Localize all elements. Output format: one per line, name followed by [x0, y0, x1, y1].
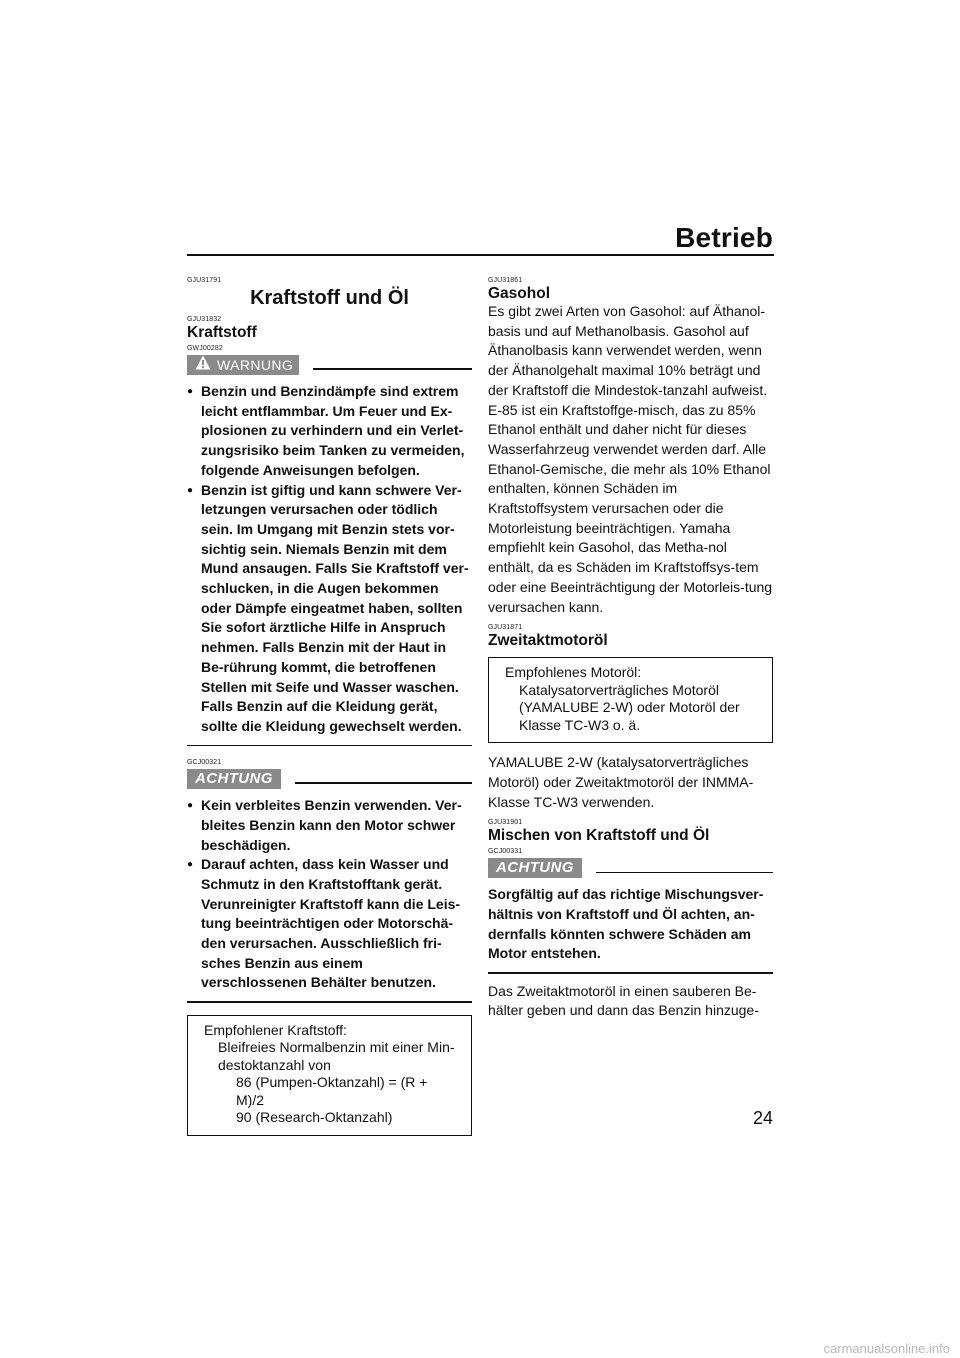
page-number: 24 — [752, 1108, 773, 1128]
warning-label: WARNUNG — [217, 357, 294, 373]
watermark: carmanualsonline.info — [823, 1341, 950, 1356]
list-item: ● Darauf achten, dass kein Wasser und Schmutz in den Kraftstofftank gerät. Verunreinigter Kraftstoff kann die Leis-tung beeinträchtigen oder Motorschä-den verursachen. Ausschließlich fri-sches Benzin aus einem verschlossenen Behälter benutzen. — [187, 855, 472, 993]
list-item: ● Benzin ist giftig und kann schwere Ver-letzungen verursachen oder tödlich sein. Im Umgang mit Benzin stets vor-sichtig sein. Niemals Benzin mit dem Mund ansaugen. Falls Sie Kraftstoff ver-schlucken, in die Augen bekommen oder Dämpfe eingeatmet haben, sollten Sie sofort ärztliche Hilfe in Anspruch nehmen. Falls Benzin mit der Haut in Be-rührung kommt, die betroffenen Stellen mit Seife und Wasser waschen. Falls Benzin auf die Kleidung gerät, sollte die Kleidung gewechselt werden. — [187, 481, 472, 737]
subsection-code: GJU31832 — [187, 316, 222, 323]
gasohol-paragraph: Es gibt zwei Arten von Gasohol: auf Äthanol-basis und auf Methanolbasis. Gasohol auf Äthanolbasis kann verwendet werden, wenn der Äthanolgehalt maximal 10% beträgt und der Kraftstoff die Mindestok-tanzahl aufweist. E-85 ist ein Kraftstoffge-misch, das zu 85% Ethanol enthält und daher nicht für dieses Wasserfahrzeug verwendet werden darf. Alle Ethanol-Gemische, die mehr als 10% Ethanol enthalten, können Schäden im Kraftstoffsystem verursachen oder die Motorleistung beeinträchtigen. Yamaha empfiehlt kein Gasohol, das Metha-nol enthält, da es Schäden im Kraftstoffsys-tem oder eine Beeinträchtigung der Motorleis-tung verursachen kann. — [488, 303, 773, 615]
mix-caution-text: Sorgfältig auf das richtige Mischungsver-hältnis von Kraftstoff und Öl achten, an-dernfalls könnten schwere Schäden am Motor entstehen. — [488, 886, 764, 962]
header-rule — [187, 254, 774, 256]
caution-header — [187, 768, 472, 790]
warning-header-rule — [313, 368, 472, 370]
oil-paragraph: YAMALUBE 2-W (katalysatorverträgliches Motoröl) oder Zweitaktmotoröl der INMMA-Klasse TC-W3 verwenden. — [488, 754, 754, 810]
mix-caution-header — [488, 857, 773, 879]
mix-caution-code: GCJ00331 — [488, 848, 523, 856]
warning-header — [187, 354, 472, 376]
mix-caution-header-rule — [596, 872, 773, 874]
subsection-title-oil: Zweitaktmotoröl — [488, 632, 608, 650]
mix-code: GJU31901 — [488, 819, 523, 827]
page-header-title: Betrieb — [675, 222, 773, 253]
fuel-box-line: Bleifreies Normalbenzin mit einer Min-destoktanzahl von — [218, 1039, 455, 1073]
left-column — [187, 276, 472, 1136]
warning-end-rule — [187, 745, 472, 747]
mix-caution-badge: ACHTUNG — [488, 858, 582, 878]
mix-caution-end-rule — [488, 972, 773, 974]
warning-code: GWJ00282 — [187, 345, 223, 352]
warning-list — [187, 382, 472, 737]
fuel-box-heading: Empfohlener Kraftstoff: — [204, 1021, 347, 1038]
right-column — [488, 276, 773, 1021]
subsection-title-gasohol: Gasohol — [488, 285, 551, 302]
gasohol-code: GJU31861 — [488, 277, 523, 284]
fuel-box-line: 90 (Research-Oktanzahl) — [236, 1109, 393, 1126]
caution-header-rule — [295, 782, 472, 784]
list-item: ● Benzin und Benzindämpfe sind extrem leicht entflammbar. Um Feuer und Ex-plosionen zu verhindern und ein Verlet-zungsrisiko beim Tanken zu vermeiden, folgende Anweisungen befolgen. — [187, 382, 472, 481]
warning-triangle-icon — [195, 355, 211, 375]
caution-end-rule — [187, 1001, 472, 1003]
oil-code: GJU31871 — [488, 624, 523, 632]
section-title: Kraftstoff und Öl — [250, 287, 409, 309]
caution-badge: ACHTUNG — [187, 769, 281, 789]
oil-box-line: Katalysatorverträgliches Motoröl (YAMALUBE 2-W) oder Motoröl der Klasse TC-W3 o. ä. — [519, 681, 740, 733]
subsection-title-kraftstoff: Kraftstoff — [187, 324, 257, 341]
fuel-box-line: 86 (Pumpen-Oktanzahl) = (R + M)/2 — [236, 1074, 428, 1108]
section-code: GJU31791 — [187, 277, 222, 284]
fuel-recommendation-box — [187, 1015, 472, 1136]
caution-list — [187, 796, 472, 993]
subsection-title-mix: Mischen von Kraftstoff und Öl — [488, 827, 710, 845]
oil-recommendation-box — [488, 657, 773, 743]
caution-code: GCJ00321 — [187, 759, 222, 767]
warning-badge — [187, 355, 299, 375]
mix-paragraph: Das Zweitaktmotoröl in einen sauberen Be-hälter geben und dann das Benzin hinzuge- — [488, 982, 759, 1019]
list-item: ● Kein verbleites Benzin verwenden. Ver-bleites Benzin kann den Motor schwer beschädigen. — [187, 796, 472, 855]
oil-box-heading: Empfohlenes Motoröl: — [505, 664, 642, 681]
